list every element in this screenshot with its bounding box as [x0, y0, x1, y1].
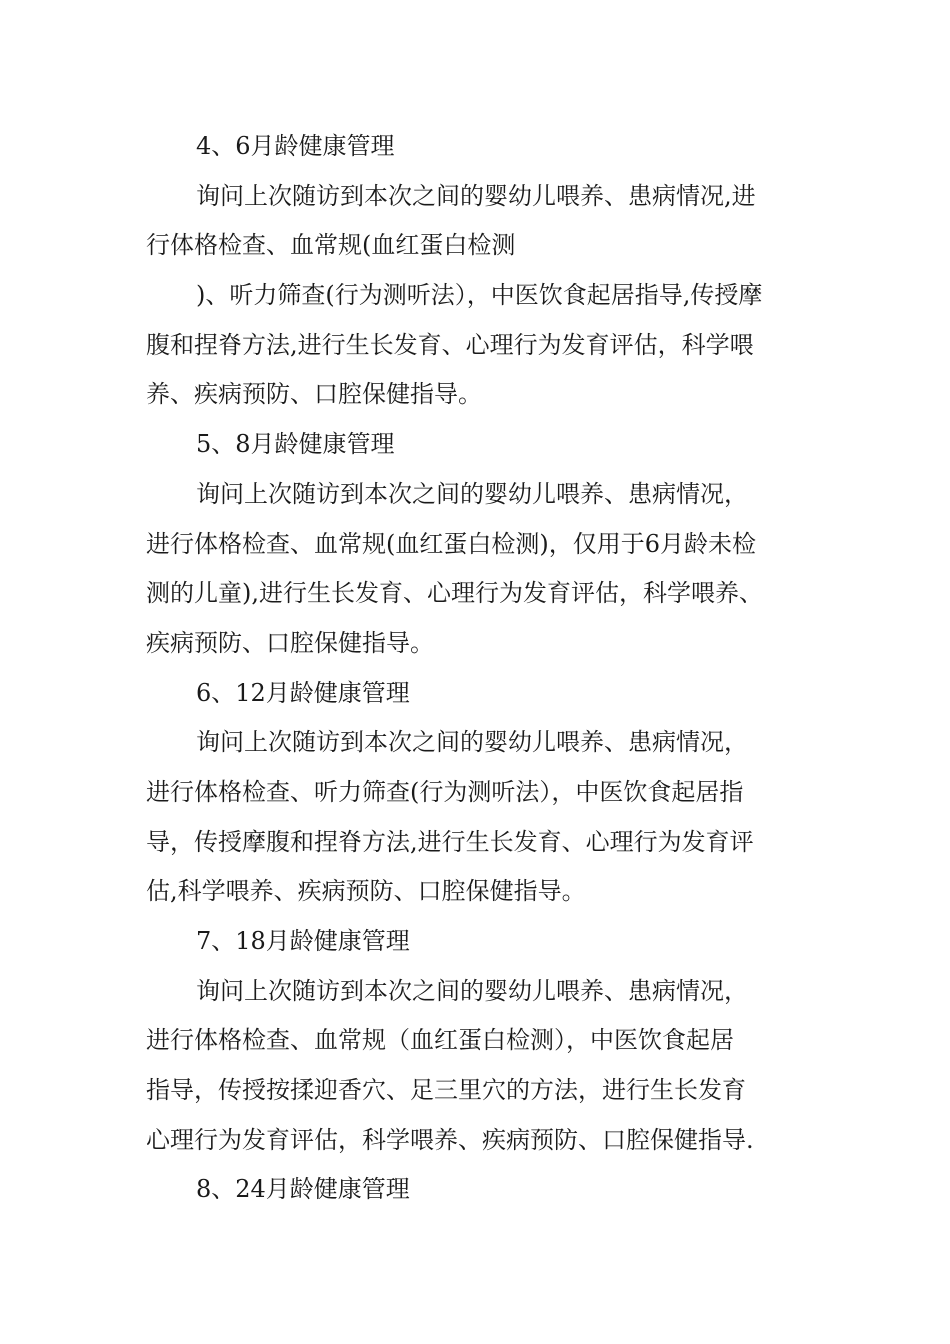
paragraph-line: 询问上次随访到本次之间的婴幼儿喂养、患病情况， — [196, 728, 748, 757]
paragraph-line: )、听力筛查(行为测听法），中医饮食起居指导,传授摩 — [196, 281, 763, 310]
paragraph-line: 进行体格检查、听力筛查(行为测听法），中医饮食起居指 — [146, 777, 744, 806]
section-heading: 4、6月龄健康管理 — [196, 132, 395, 160]
section-heading: 7、18月龄健康管理 — [196, 927, 410, 955]
paragraph-line: 指导，传授按揉迎香穴、足三里穴的方法，进行生长发育 — [146, 1076, 746, 1105]
paragraph-line: 估,科学喂养、疾病预防、口腔保健指导。 — [146, 877, 586, 906]
paragraph-line: 行体格检查、血常规(血红蛋白检测 — [146, 231, 516, 260]
paragraph-line: 询问上次随访到本次之间的婴幼儿喂养、患病情况， — [196, 479, 748, 508]
paragraph-line: 测的儿童),进行生长发育、心理行为发育评估，科学喂养、 — [146, 579, 763, 608]
section-heading: 8、24月龄健康管理 — [196, 1175, 410, 1204]
paragraph-line: 询问上次随访到本次之间的婴幼儿喂养、患病情况,进 — [196, 181, 756, 210]
paragraph-line: 腹和捏脊方法,进行生长发育、心理行为发育评估，科学喂 — [146, 330, 754, 359]
paragraph-line: 心理行为发育评估，科学喂养、疾病预防、口腔保健指导. — [146, 1125, 754, 1154]
paragraph-line: 疾病预防、口腔保健指导。 — [146, 628, 434, 657]
paragraph-line: 导，传授摩腹和捏脊方法,进行生长发育、心理行为发育评 — [146, 827, 754, 856]
document-body — [146, 122, 810, 1215]
paragraph-line: 询问上次随访到本次之间的婴幼儿喂养、患病情况， — [196, 976, 748, 1005]
paragraph-line: 进行体格检查、血常规(血红蛋白检测)，仅用于6月龄未检 — [146, 529, 756, 558]
paragraph-line: 养、疾病预防、口腔保健指导。 — [146, 380, 482, 409]
paragraph-line: 进行体格检查、血常规（血红蛋白检测），中医饮食起居 — [146, 1026, 734, 1055]
section-heading: 6、12月龄健康管理 — [196, 678, 410, 707]
section-heading: 5、8月龄健康管理 — [196, 430, 395, 459]
